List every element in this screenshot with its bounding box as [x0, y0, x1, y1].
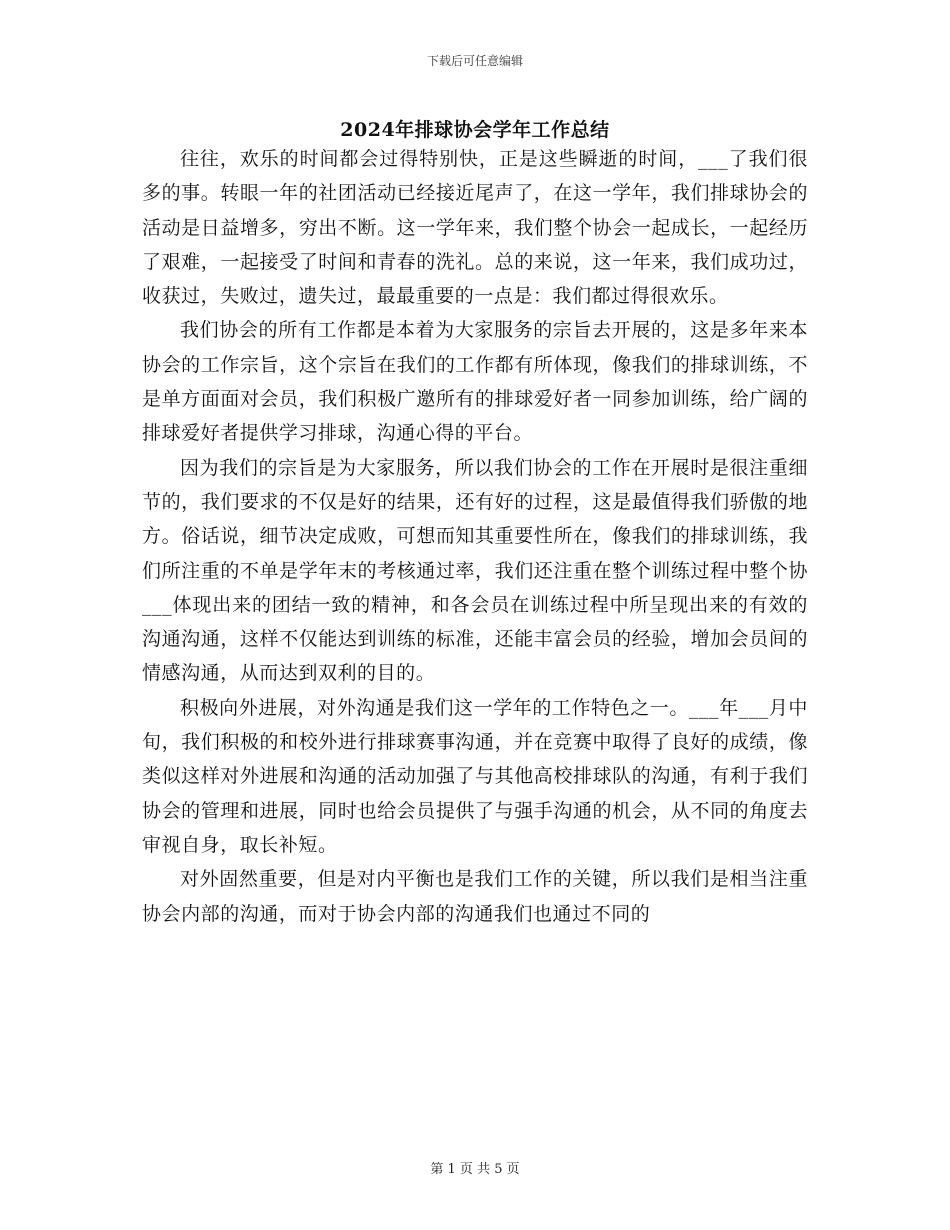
paragraph-1: 往往，欢乐的时间都会过得特别快，正是这些瞬逝的时间，___了我们很多的事。转眼一年的社团活动已经接近尾声了，在这一学年，我们排球协会的活动是日益增多，穷出不断。这一学年来，我们整个协会一起成长，一起经历了艰难，一起接受了时间和青春的洗礼。总的来说，这一年来，我们成功过，收获过，失败过，遗失过，最最重要的一点是：我们都过得很欢乐。: [142, 148, 808, 308]
paragraph-4: 积极向外进展，对外沟通是我们这一学年的工作特色之一。___年___月中旬，我们积极的和校外进行排球赛事沟通，并在竞赛中取得了良好的成绩，像类似这样对外进展和沟通的活动加强了与其他高校排球队的沟通，有利于我们协会的管理和进展，同时也给会员提供了与强手沟通的机会，从不同的角度去审视自身，取长补短。: [142, 696, 808, 856]
paragraph-2: 我们协会的所有工作都是本着为大家服务的宗旨去开展的，这是多年来本协会的工作宗旨，这个宗旨在我们的工作都有所体现，像我们的排球训练，不是单方面面对会员，我们积极广邀所有的排球爱好者一同参加训练，给广阔的排球爱好者提供学习排球，沟通心得的平台。: [142, 319, 808, 445]
paragraph-5: 对外固然重要，但是对内平衡也是我们工作的关键，所以我们是相当注重协会内部的沟通，而对于协会内部的沟通我们也通过不同的: [142, 868, 808, 925]
page-number: 第 1 页 共 5 页: [430, 1162, 520, 1177]
page-header-note: 下载后可任意编辑: [426, 54, 523, 68]
document-title: 2024年排球协会学年工作总结: [340, 119, 610, 141]
paragraph-3: 因为我们的宗旨是为大家服务，所以我们协会的工作在开展时是很注重细节的，我们要求的不仅是好的结果，还有好的过程，这是最值得我们骄傲的地方。俗话说，细节决定成败，可想而知其重要性所在，像我们的排球训练，我们所注重的不单是学年末的考核通过率，我们还注重在整个训练过程中整个协___体现出来的团结一致的精神，和各会员在训练过程中所呈现出来的有效的沟通沟通，这样不仅能达到训练的标准，还能丰富会员的经验，增加会员间的情感沟通，从而达到双利的目的。: [142, 456, 808, 685]
document-body: [142, 142, 808, 931]
